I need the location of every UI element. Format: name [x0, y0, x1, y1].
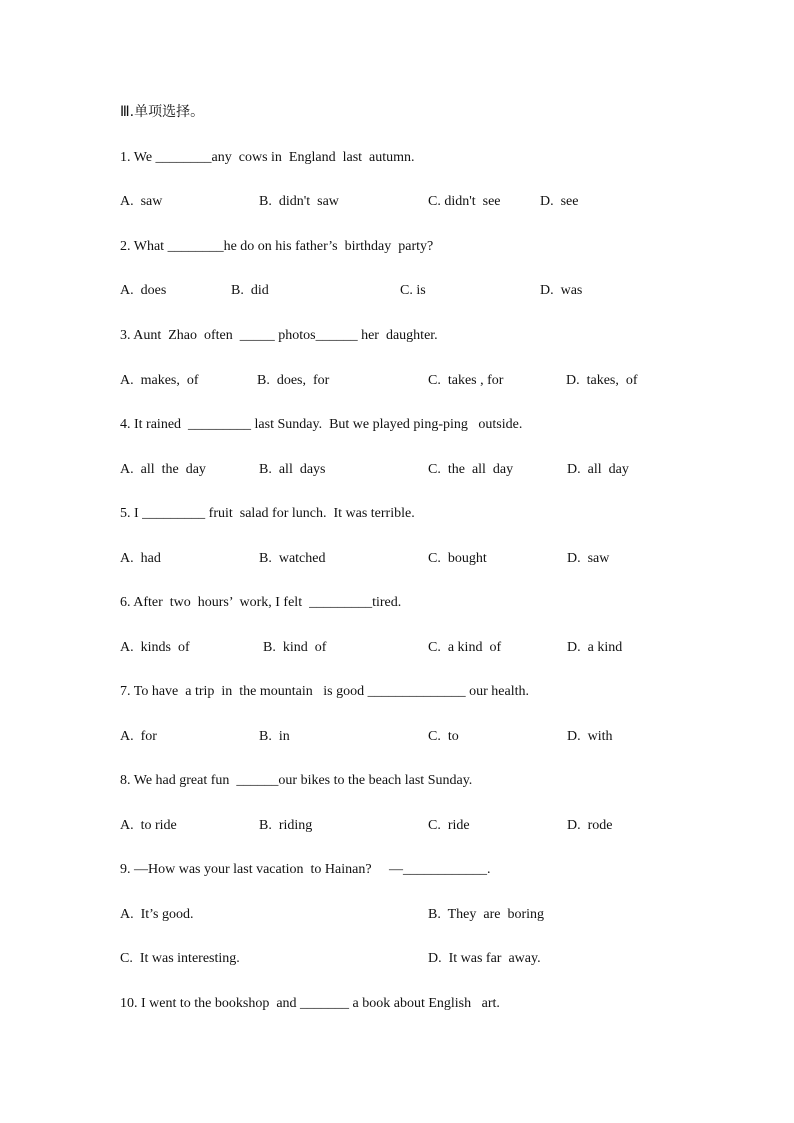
- question-5-options: [0, 550, 794, 568]
- question-4-options: [0, 461, 794, 479]
- option-b: B. didn't saw: [259, 194, 339, 209]
- option-a: A. for: [120, 729, 157, 744]
- option-a: A. saw: [120, 194, 163, 209]
- option-b: B. did: [231, 283, 269, 298]
- question-9-options-row-1: [0, 906, 794, 924]
- question-6-stem: 6. After two hours’ work, I felt _________tired.: [120, 595, 402, 610]
- question-2-options: [0, 282, 794, 300]
- question-6-options: [0, 639, 794, 657]
- option-d: D. all day: [567, 462, 629, 477]
- option-a: A. kinds of: [120, 640, 190, 655]
- option-c: C. to: [428, 729, 459, 744]
- option-b: B. in: [259, 729, 290, 744]
- option-c: C. the all day: [428, 462, 514, 477]
- option-d: D. takes, of: [566, 373, 638, 388]
- option-d: D. was: [540, 283, 583, 298]
- question-3-options: [0, 372, 794, 390]
- question-1-stem: 1. We ________any cows in England last autumn.: [120, 150, 415, 165]
- option-b: B. watched: [259, 551, 326, 566]
- section-title: Ⅲ.单项选择。: [120, 104, 205, 120]
- option-a: A. makes, of: [120, 373, 199, 388]
- option-a: A. to ride: [120, 818, 177, 833]
- question-7-stem: 7. To have a trip in the mountain is good ______________ our health.: [120, 684, 529, 699]
- option-c: C. takes , for: [428, 373, 504, 388]
- question-3-stem: 3. Aunt Zhao often _____ photos______ her daughter.: [120, 328, 438, 343]
- question-9-options-row-2: [0, 950, 794, 968]
- option-d: D. rode: [567, 818, 613, 833]
- option-d: D. with: [567, 729, 613, 744]
- option-c: C. a kind of: [428, 640, 502, 655]
- option-b: B. all days: [259, 462, 326, 477]
- option-d: D. a kind: [567, 640, 623, 655]
- option-c: C. bought: [428, 551, 487, 566]
- question-5-stem: 5. I _________ fruit salad for lunch. It was terrible.: [120, 506, 415, 521]
- option-a: A. does: [120, 283, 167, 298]
- question-7-options: [0, 728, 794, 746]
- option-d: D. It was far away.: [428, 951, 541, 966]
- option-a: A. all the day: [120, 462, 206, 477]
- option-c: C. didn't see: [428, 194, 501, 209]
- option-a: A. had: [120, 551, 161, 566]
- option-b: B. They are boring: [428, 907, 544, 922]
- question-2-stem: 2. What ________he do on his father’s birthday party?: [120, 239, 434, 254]
- question-8-options: [0, 817, 794, 835]
- option-b: B. riding: [259, 818, 313, 833]
- question-9-stem: 9. —How was your last vacation to Hainan? —____________.: [120, 862, 491, 877]
- question-1-options: [0, 193, 794, 211]
- question-8-stem: 8. We had great fun ______our bikes to the beach last Sunday.: [120, 773, 473, 788]
- question-4-stem: 4. It rained _________ last Sunday. But we played ping-ping outside.: [120, 417, 523, 432]
- option-d: D. see: [540, 194, 579, 209]
- option-a: A. It’s good.: [120, 907, 194, 922]
- option-b: B. does, for: [257, 373, 330, 388]
- question-10-stem: 10. I went to the bookshop and _______ a book about English art.: [120, 996, 500, 1011]
- option-c: C. is: [400, 283, 426, 298]
- option-d: D. saw: [567, 551, 610, 566]
- option-c: C. It was interesting.: [120, 951, 240, 966]
- option-b: B. kind of: [263, 640, 327, 655]
- option-c: C. ride: [428, 818, 470, 833]
